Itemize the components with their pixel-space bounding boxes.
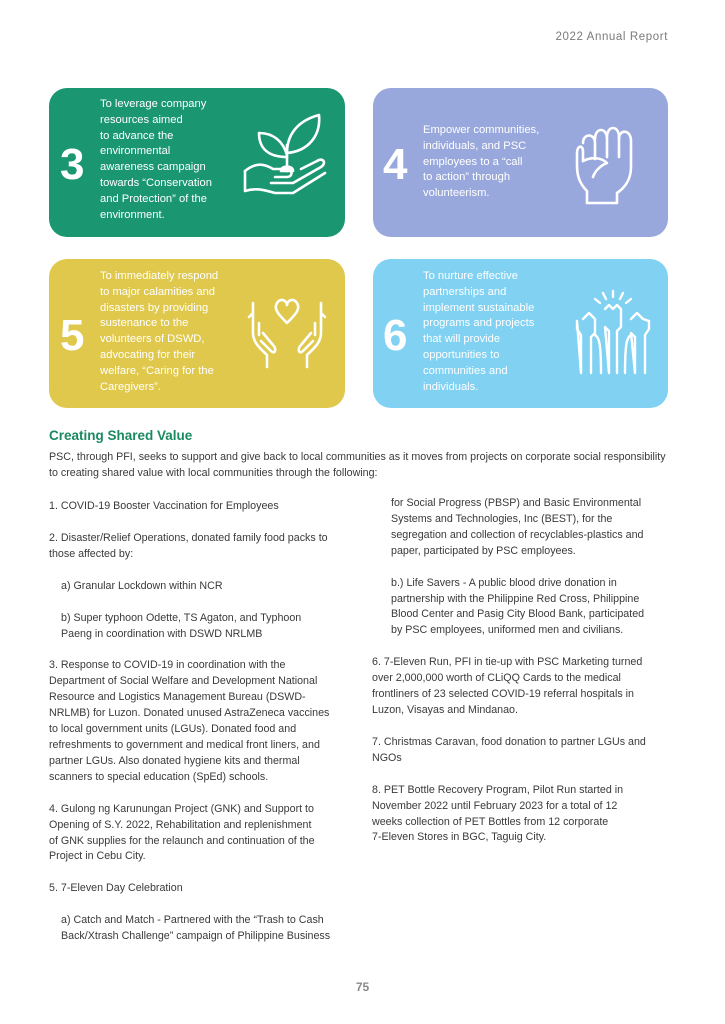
card-text-line: volunteers of DSWD, — [100, 333, 205, 346]
paragraph-line: those affected by: — [49, 547, 134, 560]
card-text — [100, 97, 242, 223]
paragraph-line: 2. Disaster/Relief Operations, donated family food packs to — [49, 531, 328, 544]
card-text-line: implement sustainable — [423, 301, 535, 314]
card-text-line: environment. — [100, 208, 165, 221]
list-paragraph — [49, 579, 349, 595]
paragraph-line: Project in Cebu City. — [49, 850, 146, 863]
card-number: 6 — [383, 311, 408, 360]
paragraph-line: a) Catch and Match - Partnered with the “Trash to Cash — [61, 914, 324, 927]
paragraph-line: to local government units (LGUs). Donated food and — [49, 723, 297, 736]
card-text-line: disasters by providing — [100, 301, 209, 314]
card-text-line: To nurture effective — [423, 270, 518, 282]
paragraph-line: Paeng in coordination with DSWD NRLMB — [61, 627, 263, 640]
card-text-line: towards “Conservation — [100, 176, 212, 189]
list-paragraph — [372, 576, 664, 640]
paragraph-line: NGOs — [372, 751, 402, 764]
card-text-line: that will provide — [423, 333, 501, 346]
raised-fist-icon — [571, 117, 641, 207]
list-paragraph — [49, 658, 349, 785]
paragraph-line: partnership with the Philippine Red Cross, Philippine — [391, 592, 640, 605]
card-text-line: communities and — [423, 364, 508, 377]
paragraph-line: of GNK supplies for the relaunch and continuation of the — [49, 834, 315, 847]
paragraph-line: b.) Life Savers - A public blood drive donation in — [391, 576, 617, 589]
paragraph-line: 1. COVID-19 Booster Vaccination for Employees — [49, 500, 279, 512]
card-text-line: to action” through — [423, 171, 511, 184]
card-text-line: advocating for their — [100, 348, 196, 361]
page-number: 75 — [355, 980, 370, 994]
list-paragraph — [372, 735, 664, 767]
card-text-line: awareness campaign — [100, 161, 206, 174]
right-column — [372, 496, 664, 862]
card-text-line: individuals, and PSC — [423, 139, 527, 152]
paragraph-line: November 2022 until February 2023 for a total of 12 — [372, 799, 618, 812]
left-column — [49, 499, 349, 961]
card-text-line: partnerships and — [423, 285, 507, 298]
card-text — [423, 269, 565, 395]
paragraph-line: b) Super typhoon Odette, TS Agaton, and Typhoon — [61, 611, 302, 624]
objective-card-4 — [373, 88, 668, 237]
paragraph-line: frontliners of 23 selected COVID-19 referral hospitals in — [372, 688, 634, 701]
card-number: 4 — [383, 140, 408, 189]
paragraph-line: Blood Center and Pasig City Blood Bank, participated — [391, 608, 645, 621]
paragraph-line: weeks collection of PET Bottles from 12 corporate — [372, 815, 609, 828]
list-paragraph — [49, 881, 349, 897]
card-text — [423, 123, 565, 202]
paragraph-line: 5. 7-Eleven Day Celebration — [49, 882, 183, 895]
paragraph-line: Systems and Technologies, Inc (BEST), for the — [391, 512, 613, 525]
card-text-line: resources aimed — [100, 113, 183, 126]
card-text-line: To immediately respond — [100, 270, 219, 282]
card-text-line: and Protection” of the — [100, 192, 207, 205]
paragraph-line: over 2,000,000 worth of CLiQQ Cards to the medical — [372, 672, 621, 685]
card-number: 3 — [60, 140, 85, 189]
card-text — [100, 269, 242, 395]
section-title: Creating Shared Value — [49, 428, 193, 443]
paragraph-line: a) Granular Lockdown within NCR — [61, 579, 223, 592]
card-text-line: employees to a “call — [423, 155, 523, 168]
paragraph-line: NRLMB) for Luzon. Donated unused AstraZeneca vaccines — [49, 707, 330, 720]
card-number: 5 — [60, 311, 85, 360]
card-text-line: sustenance to the — [100, 317, 189, 330]
hand-plant-icon — [241, 105, 327, 201]
paragraph-line: refreshments to government and medical front liners, and — [49, 738, 320, 751]
card-text-line: opportunities to — [423, 348, 500, 361]
card-text-line: to major calamities and — [100, 285, 216, 298]
paragraph-line: Back/Xtrash Challenge” campaign of Philippine Business — [61, 930, 331, 943]
raised-hands-group-icon — [567, 287, 659, 379]
paragraph-line: 6. 7-Eleven Run, PFI in tie-up with PSC Marketing turned — [372, 656, 643, 669]
paragraph-line: for Social Progress (PBSP) and Basic Environmental — [391, 497, 642, 509]
card-text-line: environmental — [100, 145, 171, 158]
list-paragraph — [372, 655, 664, 719]
report-header-title: 2022 Annual Report — [555, 31, 668, 43]
card-text-line: welfare, “Caring for the — [100, 364, 214, 377]
card-text-line: programs and projects — [423, 317, 535, 330]
paragraph-line: Resource and Logistics Management Bureau (DSWD- — [49, 691, 306, 704]
paragraph-line: paper, participated by PSC employees. — [391, 544, 576, 557]
paragraph-line: segregation and collection of recyclables-plastics and — [391, 528, 644, 541]
objective-card-5 — [49, 259, 345, 408]
paragraph-line: 8. PET Bottle Recovery Program, Pilot Run started in — [372, 783, 624, 796]
card-text-line: volunteerism. — [423, 187, 490, 200]
card-text-line: Empower communities, — [423, 124, 540, 136]
card-text-line: to advance the — [100, 129, 174, 142]
paragraph-line: partner LGUs. Also donated hygiene kits and thermal — [49, 754, 300, 767]
list-paragraph — [49, 531, 349, 563]
paragraph-line: 7-Eleven Stores in BGC, Taguig City. — [372, 831, 547, 844]
paragraph-line: by PSC employees, uniformed men and civilians. — [391, 624, 624, 637]
card-text-line: Caregivers”. — [100, 380, 161, 393]
paragraph-line: 7. Christmas Caravan, food donation to partner LGUs and — [372, 735, 646, 748]
list-paragraph — [49, 802, 349, 866]
paragraph-line: Opening of S.Y. 2022, Rehabilitation and replenishment — [49, 818, 312, 831]
paragraph-line: 4. Gulong ng Karunungan Project (GNK) and Support to — [49, 802, 314, 815]
list-paragraph — [49, 499, 349, 515]
objective-card-6 — [373, 259, 668, 408]
section-intro: PSC, through PFI, seeks to support and give back to local communities as it moves from projects on corporate social responsibility to creating shared value with local communities through the following: — [49, 451, 666, 479]
list-paragraph — [372, 783, 664, 847]
list-paragraph — [372, 496, 664, 560]
card-text-line: To leverage company — [100, 98, 207, 110]
paragraph-line: scanners to special education (SpEd) schools. — [49, 770, 269, 783]
list-paragraph — [49, 611, 349, 643]
objective-card-3 — [49, 88, 345, 237]
hands-heart-icon — [245, 293, 329, 371]
list-paragraph — [49, 913, 349, 945]
card-text-line: individuals. — [423, 380, 479, 393]
paragraph-line: 3. Response to COVID-19 in coordination with the — [49, 659, 286, 672]
paragraph-line: Department of Social Welfare and Development National — [49, 675, 318, 688]
paragraph-line: Luzon, Visayas and Mindanao. — [372, 703, 518, 716]
